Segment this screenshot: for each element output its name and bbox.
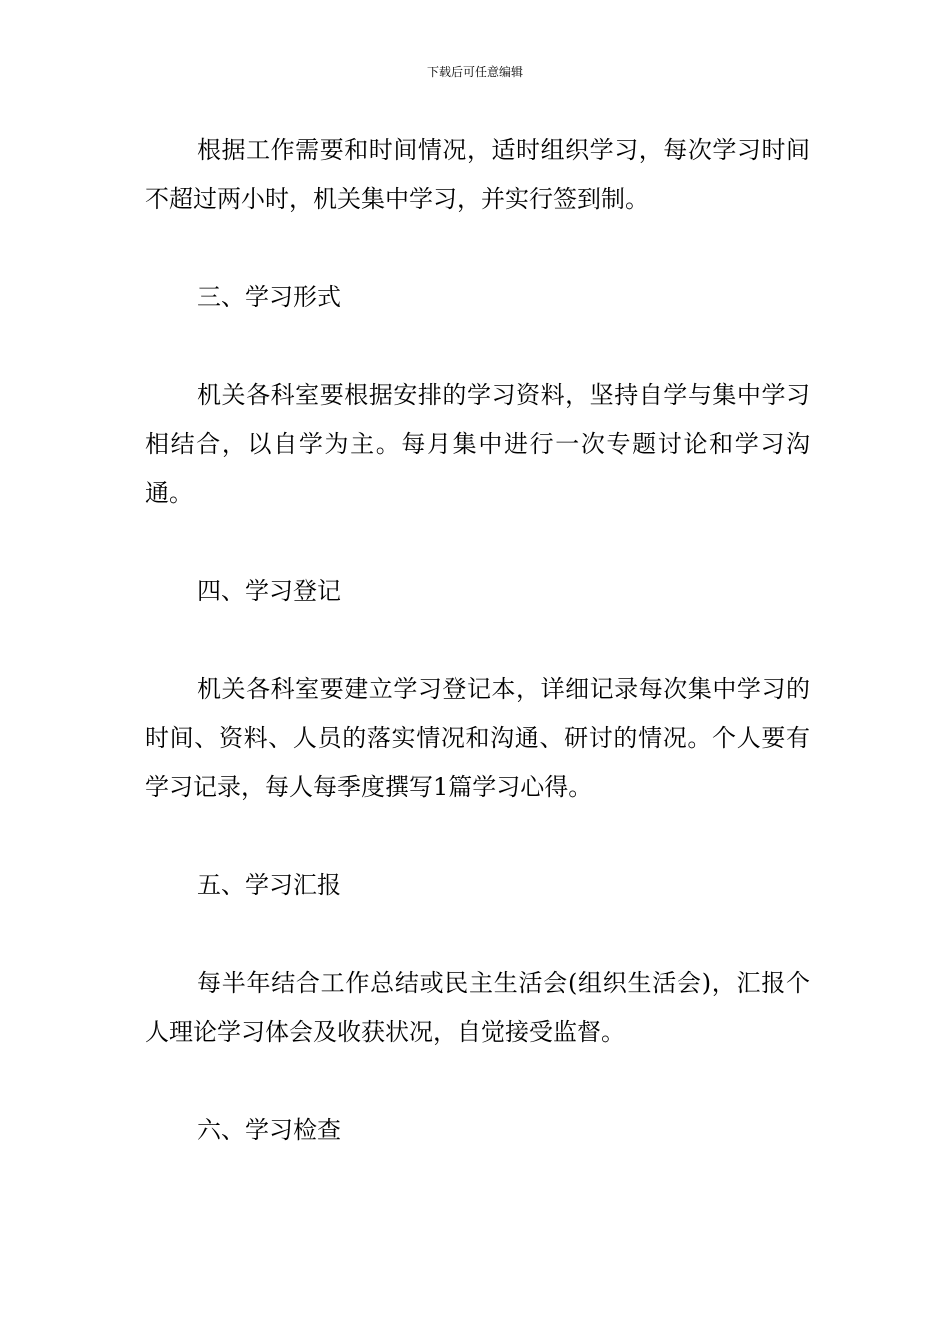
section-heading-study-registration: 四、学习登记 bbox=[197, 577, 341, 605]
section-heading-study-form: 三、学习形式 bbox=[197, 283, 341, 311]
paragraph-study-report: 每半年结合工作总结或民主生活会(组织生活会)，汇报个人理论学习体会及收获状况，自觉接受监督。 bbox=[145, 969, 810, 1046]
document-body bbox=[145, 126, 810, 1204]
paragraph-study-schedule: 根据工作需要和时间情况，适时组织学习，每次学习时间不超过两小时，机关集中学习，并实行签到制。 bbox=[145, 136, 810, 213]
section-heading-study-inspection: 六、学习检查 bbox=[197, 1116, 341, 1144]
page-header: 下载后可任意编辑 bbox=[426, 65, 523, 79]
paragraph-study-form: 机关各科室要根据安排的学习资料，坚持自学与集中学习相结合，以自学为主。每月集中进行一次专题讨论和学习沟通。 bbox=[145, 381, 810, 507]
section-heading-study-report: 五、学习汇报 bbox=[197, 871, 341, 899]
paragraph-study-registration: 机关各科室要建立学习登记本，详细记录每次集中学习的时间、资料、人员的落实情况和沟通、研讨的情况。个人要有学习记录，每人每季度撰写1篇学习心得。 bbox=[145, 675, 810, 801]
